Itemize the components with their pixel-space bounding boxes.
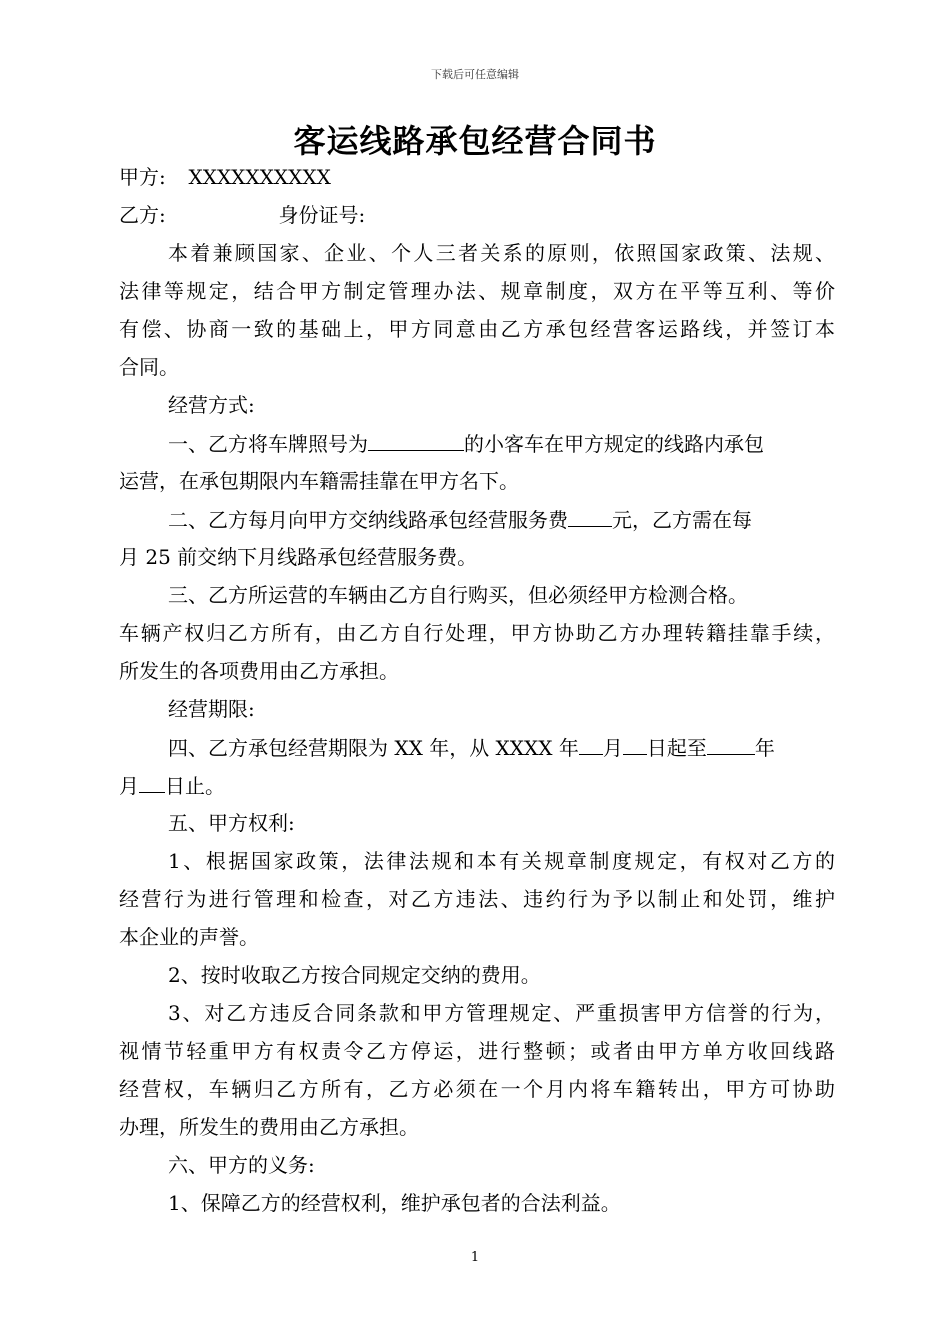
rights-line-8: 办理，所发生的费用由乙方承担。 xyxy=(119,1115,419,1139)
party-a-label: 甲方: xyxy=(119,165,166,189)
rights-line-1: 1、根据国家政策，法律法规和本有关规章制度规定，有权对乙方的 xyxy=(168,849,835,873)
clause-1-text-b: 的小客车在甲方规定的线路内承包 xyxy=(464,432,764,456)
clause-4-text-e: 月 xyxy=(119,774,139,798)
clause-4-line-1 xyxy=(119,728,835,766)
section-operation-mode: 经营方式: xyxy=(168,393,255,417)
party-a-value: XXXXXXXXXX xyxy=(188,165,331,189)
end-year-blank xyxy=(707,728,755,755)
rights-line-4: 2、按时收取乙方按合同规定交纳的费用。 xyxy=(168,963,541,987)
page-header-note: 下载后可任意编辑 xyxy=(431,68,519,81)
clause-3-line-2: 车辆产权归乙方所有，由乙方自行处理，甲方协助乙方办理转籍挂靠手续， xyxy=(119,621,835,645)
section-operation-term: 经营期限: xyxy=(168,697,255,721)
preamble-line-2: 法律等规定，结合甲方制定管理办法、规章制度，双方在平等互利、等价 xyxy=(119,279,835,303)
preamble-line-3: 有偿、协商一致的基础上，甲方同意由乙方承包经营客运路线，并签订本 xyxy=(119,317,835,341)
clause-4-text-a: 四、乙方承包经营期限为 XX 年，从 XXXX 年 xyxy=(168,736,579,760)
clause-1-line-1 xyxy=(119,424,835,462)
party-b-line xyxy=(119,196,835,234)
clause-2-line-1 xyxy=(119,500,835,538)
page-number: 1 xyxy=(470,1250,480,1265)
rights-line-6: 视情节轻重甲方有权责令乙方停运，进行整顿；或者由甲方单方收回线路 xyxy=(119,1039,835,1063)
clause-4-text-c: 日起至 xyxy=(646,736,707,760)
start-month-blank xyxy=(579,728,603,755)
section-5-party-a-rights: 五、甲方权利: xyxy=(168,811,295,835)
section-6-party-a-duties: 六、甲方的义务: xyxy=(168,1153,315,1177)
duties-line-1: 1、保障乙方的经营权利，维护承包者的合法利益。 xyxy=(168,1191,621,1215)
clause-1-text-a: 一、乙方将车牌照号为 xyxy=(168,432,368,456)
party-b-label: 乙方: xyxy=(119,203,166,227)
rights-line-7: 经营权，车辆归乙方所有，乙方必须在一个月内将车籍转出，甲方可协助 xyxy=(119,1077,835,1101)
clause-4-line-2 xyxy=(119,766,835,804)
rights-line-2: 经营行为进行管理和检查，对乙方违法、违约行为予以制止和处罚，维护 xyxy=(119,887,835,911)
party-a-line xyxy=(119,158,835,196)
document-body xyxy=(119,158,835,1222)
clause-1-line-2: 运营，在承包期限内车籍需挂靠在甲方名下。 xyxy=(119,469,519,493)
clause-4-text-d: 年 xyxy=(754,736,775,760)
clause-4-text-b: 月 xyxy=(602,736,623,760)
plate-number-blank xyxy=(368,424,464,451)
clause-4-text-f: 日止。 xyxy=(165,774,225,798)
party-b-id-label: 身份证号: xyxy=(278,203,366,227)
preamble-line-4: 合同。 xyxy=(119,355,179,379)
clause-3-line-3: 所发生的各项费用由乙方承担。 xyxy=(119,659,399,683)
start-day-blank xyxy=(623,728,647,755)
preamble-line-1: 本着兼顾国家、企业、个人三者关系的原则，依照国家政策、法规、 xyxy=(168,241,835,265)
service-fee-blank xyxy=(568,500,612,527)
clause-2-text-b: 元，乙方需在每 xyxy=(612,508,752,532)
document-title: 客运线路承包经营合同书 xyxy=(293,122,657,160)
clause-3-line-1: 三、乙方所运营的车辆由乙方自行购买，但必须经甲方检测合格。 xyxy=(168,583,748,607)
end-day-blank xyxy=(139,766,165,793)
rights-line-5: 3、对乙方违反合同条款和甲方管理规定、严重损害甲方信誉的行为， xyxy=(168,1001,835,1025)
clause-2-text-a: 二、乙方每月向甲方交纳线路承包经营服务费 xyxy=(168,508,568,532)
rights-line-3: 本企业的声誉。 xyxy=(119,925,259,949)
clause-2-line-2: 月 25 前交纳下月线路承包经营服务费。 xyxy=(119,545,478,569)
